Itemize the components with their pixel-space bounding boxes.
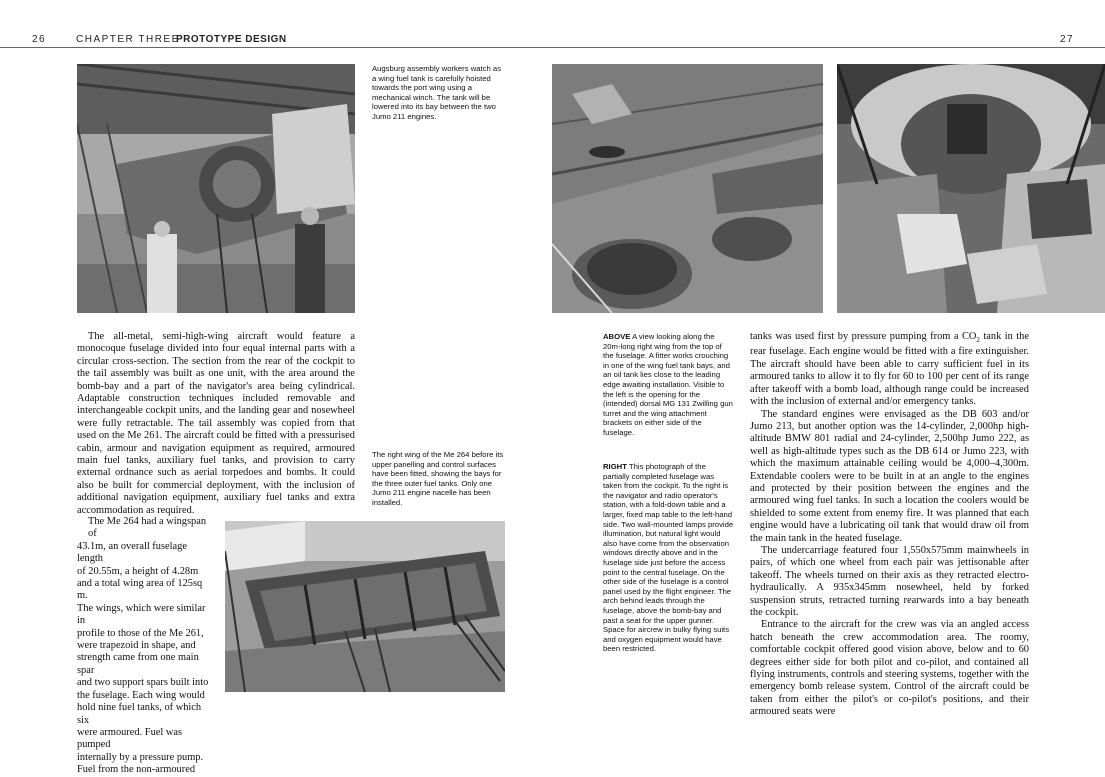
photo-assembly-workers bbox=[77, 64, 355, 313]
paragraph: The standard engines were envisaged as the DB 603 and/or Jumo 213, but another option was the 14-cylinder, 2,000hp high-altitude BMW 801 radial and 24-cylinder, 2,500hp Jumo 222, as well as high-altitude types such as the DB 614 or Jumo 223, with which the maximum attainable ceiling would be 4,000–4,300m. Extendable coolers were to be built in at an angle to the engines and protected by their position between the engines and the armoured wing fuel tanks. In such a location the coolers would be shielded to some extent from enemy fire. It was planned that each engine would have a lubricating oil tank that would draw oil from the main tank in the heated fuselage. bbox=[750, 408, 1029, 544]
text-line: and a total wing area of 125sq m. bbox=[77, 578, 203, 602]
paragraph: Entrance to the aircraft for the crew was via an angled access hatch beneath the crew accommodation area. The roomy, comfortable cockpit offered good vision above, below and to 60 degrees either side for both pilot and co-pilot, and contained all flying instruments, controls and steering systems, together with the emergency bomb release system. Control of the aircraft could be taken from either the pilot's or co-pilot's positions, and their armoured seats were bbox=[750, 619, 1029, 718]
chapter-title: PROTOTYPE DESIGN bbox=[176, 34, 287, 45]
text-line: The wings, which were similar in bbox=[77, 602, 206, 627]
text-line: strength came from one main spar bbox=[77, 652, 199, 676]
left-page-number: 26 bbox=[32, 34, 47, 45]
photo-fuselage-interior bbox=[837, 64, 1105, 313]
caption-above bbox=[603, 332, 734, 438]
right-page-number: 27 bbox=[1060, 34, 1075, 45]
text-line: profile to those of the Me 261, bbox=[77, 627, 204, 639]
text-line: The Me 264 had a wingspan of bbox=[88, 516, 207, 540]
text-line: were trapezoid in shape, and bbox=[77, 640, 196, 652]
text-line: and two support spars built into bbox=[77, 677, 209, 689]
text-line: were armoured. Fuel was pumped bbox=[77, 726, 183, 751]
text-line: of 20.55m, a height of 4.28m bbox=[77, 565, 199, 577]
paragraph-start: tanks was used first by pressure pumping from a CO bbox=[750, 331, 977, 342]
caption-above-text: A view looking along the 20m-long right wing from the top of the fuselage. A fitter works crouching in one of the wing fuel tank bays, and an oil tank lies close to the leading edge awaiting installation. Visible to the left is the opening for the (intended) dorsal MG 131 Zwilling gun turret and the wing attachment brackets on either side of the fuselage. bbox=[603, 332, 733, 437]
paragraph bbox=[750, 331, 1029, 409]
paragraph: The all-metal, semi-high-wing aircraft would feature a monocoque fuselage divided into four equal internal parts with a circular cross-section. The section from the rear of the cockpit to the tail assembly was built as one unit, with the area around the bomb-bay and a part of the navigator's area being cylindrical. Adaptable construction techniques included removable and interchangeable cockpit units, and the landing gear and nosewheel were fully retractable. The tail assembly was copied from that used on the Me 261. The aircraft could be fitted with a pressurised cabin, armour and navigation equipment as required, armoured main fuel tanks, auxiliary fuel tanks, and provision to carry external ordnance such as aerial torpedoes and bombs. It could also be built for commercial deployment, with the inclusion of additional navigation equipment, auxiliary fuel tanks and extra accommodation as required. bbox=[77, 331, 355, 516]
subscript-2: 2 bbox=[976, 336, 980, 345]
left-body-text bbox=[77, 331, 355, 517]
paragraph: The undercarriage featured four 1,550x575mm mainwheels in pairs, of which one wheel from each pair was jettisonable after takeoff. The wheels turned on their axis as they retracted electro-hydraulically. A 935x345mm nosewheel, held by forked suspension struts, retracted turning rearwards into a bay beneath the cockpit. bbox=[750, 544, 1029, 619]
caption-right bbox=[603, 462, 734, 654]
caption-right-text: This photograph of the partially completed fuselage was taken from the cockpit. To the right is the navigator and radio operator's station, with a fold-down table and a larger, fixed map table to the left-hand side. Two wall-mounted lamps provide illumination, but natural light would also have come from the observation windows directly above and in the fuselage side just before the access point to the central fuselage. On the other side of the fuselage is a control panel used by the flight engineer. The arch behind leads through the fuselage, above the bomb-bay and past a seat for the upper gunner. Space for aircrew in bulky flying suits and oxygen equipment would have been restricted. bbox=[603, 462, 734, 654]
text-line: the fuselage. Each wing would bbox=[77, 689, 205, 701]
chapter-label: CHAPTER THREE bbox=[76, 34, 180, 45]
photo-right-wing bbox=[225, 521, 505, 692]
caption-right-wing: The right wing of the Me 264 before its upper panelling and control surfaces have been fitted, showing the bays for the three outer fuel tanks. Only one Jumo 211 engine nacelle has been installed. bbox=[372, 450, 504, 507]
caption-above-label: ABOVE bbox=[603, 332, 631, 341]
photo-wing-view bbox=[552, 64, 823, 313]
caption-right-label: RIGHT bbox=[603, 462, 627, 471]
header-rule bbox=[0, 47, 1105, 48]
paragraph-rest: tank in the rear fuselage. Each engine would be fitted with a fire extinguisher. The aircraft should have been able to carry sufficient fuel in its armoured tanks to allow it to fly for 60 to 100 per cent of its range after takeoff with a bomb load, although range could be increased with the inclusion of external and/or emergency tanks. bbox=[750, 331, 1029, 408]
text-line: Fuel from the non-armoured bbox=[77, 764, 196, 776]
text-line: hold nine fuel tanks, of which six bbox=[77, 702, 202, 726]
right-body-text bbox=[750, 331, 1029, 719]
text-line: internally by a pressure pump. bbox=[77, 751, 204, 763]
caption-assembly-workers: Augsburg assembly workers watch as a wing fuel tank is carefully hoisted towards the port wing using a mechanical winch. The tank will be lowered into its bay between the two Jumo 211 engines. bbox=[372, 64, 502, 121]
text-line: 43.1m, an overall fuselage length bbox=[77, 540, 187, 565]
left-body-text-continued bbox=[77, 516, 214, 777]
